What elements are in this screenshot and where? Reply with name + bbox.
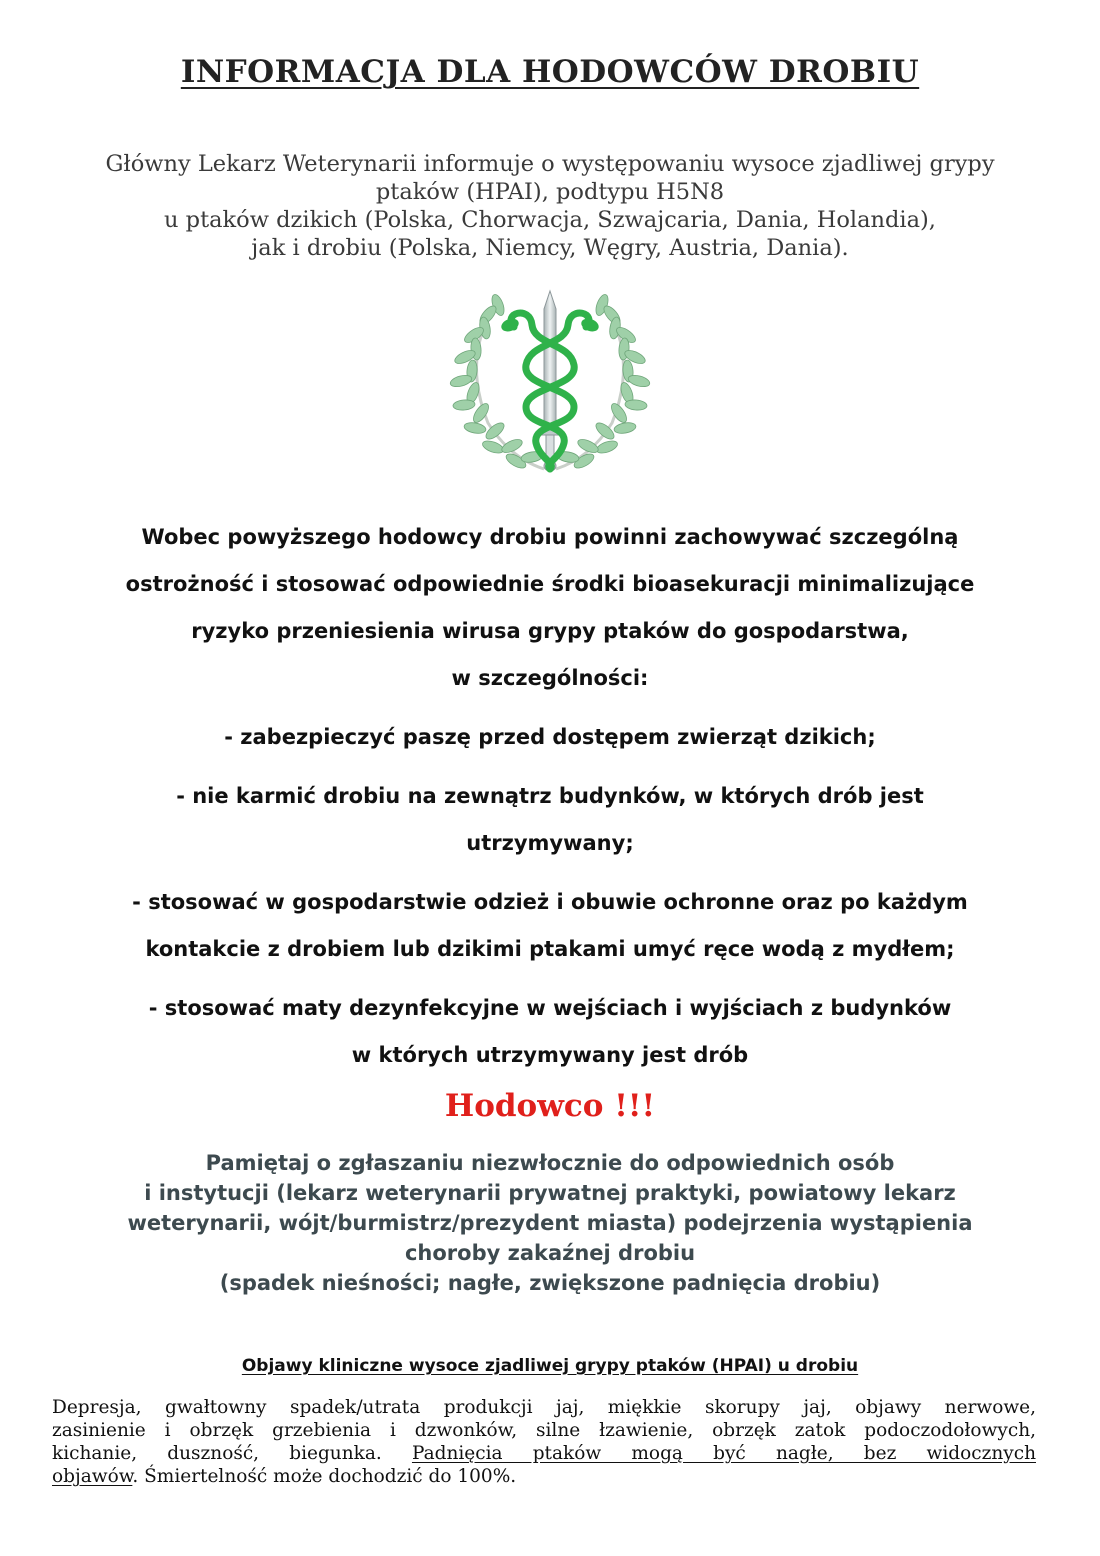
alert-line: (spadek nieśności; nagłe, zwiększone padnięcia drobiu) [219,1271,881,1295]
intro-paragraph [40,150,1060,262]
veterinary-emblem-icon [440,283,660,478]
recommendation-item: - stosować maty dezynfekcyjne w wejściach i wyjściach z budynków [148,996,952,1020]
symptoms-line: Depresja, gwałtowny spadek/utrata produkcji jaj, miękkie skorupy jaj, objawy nerwowe, [52,1397,1036,1418]
intro-line: Główny Lekarz Weterynarii informuje o występowaniu wysoce zjadliwej grypy [105,151,995,177]
symptoms-underlined-text: Padnięcia ptaków mogą być nagłe, bez widocznych [411,1443,1036,1464]
alert-line: i instytucji (lekarz weterynarii prywatnej praktyki, powiatowy lekarz [144,1181,956,1205]
recommendation-item: w których utrzymywany jest drób [351,1043,749,1067]
recommendation-item: - zabezpieczyć paszę przed dostępem zwierząt dzikich; [224,725,876,749]
alert-line: weterynarii, wójt/burmistrz/prezydent miasta) podejrzenia wystąpienia [127,1211,973,1235]
recommendations [20,514,1080,1079]
symptoms-text: kichanie, duszność, biegunka. [52,1443,412,1464]
alert-line: Pamiętaj o zgłaszaniu niezwłocznie do odpowiednich osób [205,1151,895,1175]
recommendation-intro-line: Wobec powyższego hodowcy drobiu powinni zachowywać szczególną [141,525,959,549]
intro-line: ptaków (HPAI), podtypu H5N8 [375,179,725,205]
intro-line: jak i drobiu (Polska, Niemcy, Węgry, Austria, Dania). [251,235,849,261]
symptoms-underlined-text: objawów [52,1466,133,1487]
recommendation-item: kontakcie z drobiem lub dzikimi ptakami umyć ręce wodą z mydłem; [145,937,955,961]
recommendation-intro-line: ostrożność i stosować odpowiednie środki bioasekuracji minimalizujące [125,572,975,596]
symptoms-line: zasinienie i obrzęk grzebienia i dzwonków, silne łzawienie, obrzęk zatok podoczodołowych, [52,1420,1036,1441]
symptoms-text: . Śmiertelność może dochodzić do 100%. [132,1466,517,1487]
symptoms-paragraph [52,1396,1036,1488]
page-title: INFORMACJA DLA HODOWCÓW DROBIU [180,54,920,90]
symptoms-heading: Objawy kliniczne wysoce zjadliwej grypy ptaków (HPAI) u drobiu [241,1356,859,1376]
alert-heading: Hodowco !!! [444,1088,656,1124]
symptoms-line [52,1465,1036,1488]
recommendation-intro-line: w szczególności: [451,666,649,690]
recommendation-item: - nie karmić drobiu na zewnątrz budynków, w których drób jest [176,784,924,808]
alert-line: choroby zakaźnej drobiu [404,1241,696,1265]
recommendation-intro-line: ryzyko przeniesienia wirusa grypy ptaków do gospodarstwa, [191,619,909,643]
symptoms-line [52,1442,1036,1465]
alert-reminder [20,1148,1080,1298]
intro-line: u ptaków dzikich (Polska, Chorwacja, Szwajcaria, Dania, Holandia), [164,207,936,233]
recommendation-item: utrzymywany; [466,831,634,855]
recommendation-item: - stosować w gospodarstwie odzież i obuwie ochronne oraz po każdym [132,890,968,914]
